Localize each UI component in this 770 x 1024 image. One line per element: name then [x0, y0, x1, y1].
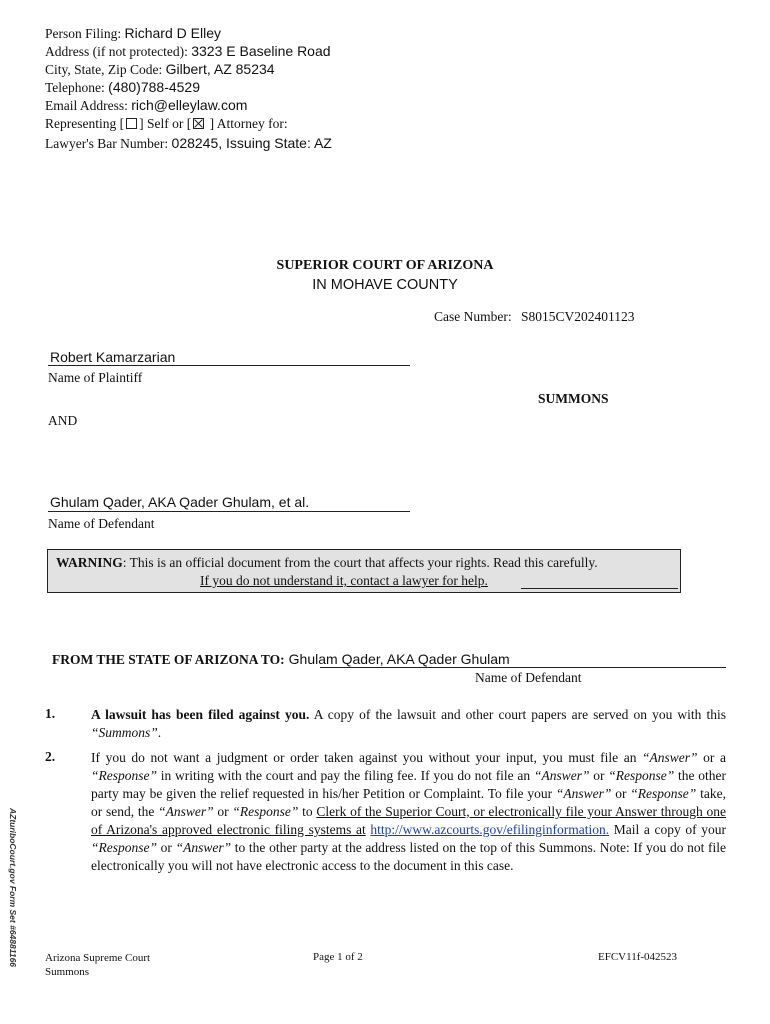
- representing-prefix: Representing [: [45, 116, 125, 131]
- person-filing-row: [45, 25, 221, 42]
- city-label: City, State, Zip Code:: [45, 62, 163, 77]
- defendant-label: Name of Defendant: [48, 516, 155, 531]
- bar-number-value: 028245, Issuing State: AZ: [171, 135, 332, 151]
- plaintiff-name: Robert Kamarzarian: [50, 349, 176, 365]
- item-1-number: 1.: [45, 706, 56, 721]
- item-2-response-3: “Response”: [630, 786, 697, 801]
- defendant-name: Ghulam Qader, AKA Qader Ghulam, et al.: [50, 494, 310, 510]
- item-2-answer-3: “Answer”: [555, 786, 612, 801]
- item-2-clerk: Clerk of the Superior Court,: [316, 804, 470, 819]
- from-state-label: FROM THE STATE OF ARIZONA TO:: [52, 652, 285, 667]
- side-form-id: [4, 808, 20, 968]
- item-2-response-5: “Response”: [91, 840, 158, 855]
- person-filing-label: Person Filing:: [45, 26, 122, 41]
- item-1-body: A copy of the lawsuit and other court papers are served on you with this: [309, 707, 726, 722]
- court-title: SUPERIOR COURT OF ARIZONA: [276, 258, 494, 273]
- bar-number-row: [45, 135, 332, 152]
- telephone-row: [45, 79, 200, 96]
- person-filing-value: Richard D Elley: [124, 25, 221, 41]
- case-number-row: [434, 309, 635, 325]
- address-row: [45, 43, 331, 60]
- footer-court: Arizona Supreme Court: [45, 952, 151, 964]
- item-2-answer-4: “Answer”: [158, 804, 214, 819]
- defendant-line: [48, 511, 410, 512]
- from-state-line: [320, 667, 726, 668]
- item-1-italic: “Summons”: [91, 725, 158, 740]
- case-number-value: S8015CV202401123: [520, 309, 635, 324]
- from-state-value: Ghulam Qader, AKA Qader Ghulam: [288, 651, 510, 667]
- item-2-text: [91, 749, 726, 875]
- item-2-response-4: “Response”: [232, 804, 299, 819]
- plaintiff-line: [48, 365, 410, 366]
- email-label: Email Address:: [45, 98, 128, 113]
- footer-form-number: EFCV11f-042523: [598, 951, 678, 963]
- item-2-part-m: to the other party at the address listed on the top of this Summons. Note: If you do not file electronically you will not have electronic access to the document in this case.: [91, 840, 727, 873]
- representing-row: [45, 116, 288, 132]
- item-2-part-a: If you do not want a judgment or order taken against you without your input, you must file an: [91, 750, 643, 765]
- self-checkbox[interactable]: [126, 118, 137, 129]
- warning-underline: [521, 588, 678, 589]
- attorney-label: ] Attorney for:: [209, 116, 288, 131]
- document-type: SUMMONS: [538, 391, 609, 406]
- warning-label: WARNING: [56, 555, 123, 570]
- efiling-link[interactable]: http://www.azcourts.gov/efilinginformation.: [370, 822, 610, 837]
- footer-left: [45, 951, 150, 979]
- item-2-part-h: or: [213, 804, 233, 819]
- plaintiff-label: Name of Plaintiff: [48, 370, 143, 385]
- item-1-bold: A lawsuit has been filed against you.: [91, 707, 310, 722]
- city-value: Gilbert, AZ 85234: [165, 61, 275, 77]
- footer-form: Summons: [45, 966, 90, 978]
- item-2-response-1: “Response”: [91, 768, 158, 783]
- item-2-answer-1: “Answer”: [642, 750, 698, 765]
- item-1-text: [91, 706, 726, 742]
- city-row: [45, 61, 275, 78]
- address-label: Address (if not protected):: [45, 44, 188, 59]
- item-2-part-c: in writing with the court and pay the filing fee. If you do not file an: [157, 768, 534, 783]
- item-2-part-i: to: [298, 804, 317, 819]
- attorney-checkbox[interactable]: [193, 118, 204, 129]
- item-2-part-l: or: [157, 840, 176, 855]
- item-2-part-g: take, or send, the: [91, 786, 726, 819]
- item-2-response-2: “Response”: [608, 768, 675, 783]
- warning-line-1: [56, 555, 598, 571]
- item-2-answer-5: “Answer”: [175, 840, 232, 855]
- self-label: ] Self or [: [139, 116, 192, 131]
- footer-page: Page 1 of 2: [313, 951, 363, 963]
- item-2-answer-2: “Answer”: [533, 768, 590, 783]
- email-value: rich@elleylaw.com: [131, 97, 248, 113]
- telephone-label: Telephone:: [45, 80, 105, 95]
- and-label: AND: [48, 413, 78, 428]
- warning-text-1: : This is an official document from the court that affects your rights. Read this carefully.: [122, 555, 598, 570]
- court-county: IN MOHAVE COUNTY: [312, 277, 458, 293]
- side-form-text: AZturiboCourt.gov Form Set #64881166: [8, 808, 18, 968]
- email-row: [45, 97, 247, 114]
- telephone-value: (480)788-4529: [108, 79, 201, 95]
- from-state-sub-label: Name of Defendant: [475, 670, 582, 685]
- warning-box: [47, 549, 681, 593]
- item-2-part-f: or: [611, 786, 631, 801]
- item-2-part-d: or: [589, 768, 609, 783]
- warning-text-2: If you do not understand it, contact a lawyer for help.: [200, 573, 488, 588]
- item-1-end: .: [157, 725, 162, 740]
- item-2-part-e: the other party may be given the relief requested in his/her Petition or Complaint. To file your: [91, 768, 726, 801]
- warning-line-2: [200, 573, 488, 589]
- bar-number-label: Lawyer's Bar Number:: [45, 136, 169, 151]
- item-2-part-b: or a: [697, 750, 726, 765]
- address-value: 3323 E Baseline Road: [191, 43, 331, 59]
- case-number-label: Case Number:: [434, 309, 512, 324]
- item-2-part-j: or electronically file your Answer through one of Arizona's approved electronic filing systems at: [91, 804, 726, 837]
- item-2-part-k: Mail a copy of your: [609, 822, 727, 837]
- item-2-number: 2.: [45, 749, 56, 764]
